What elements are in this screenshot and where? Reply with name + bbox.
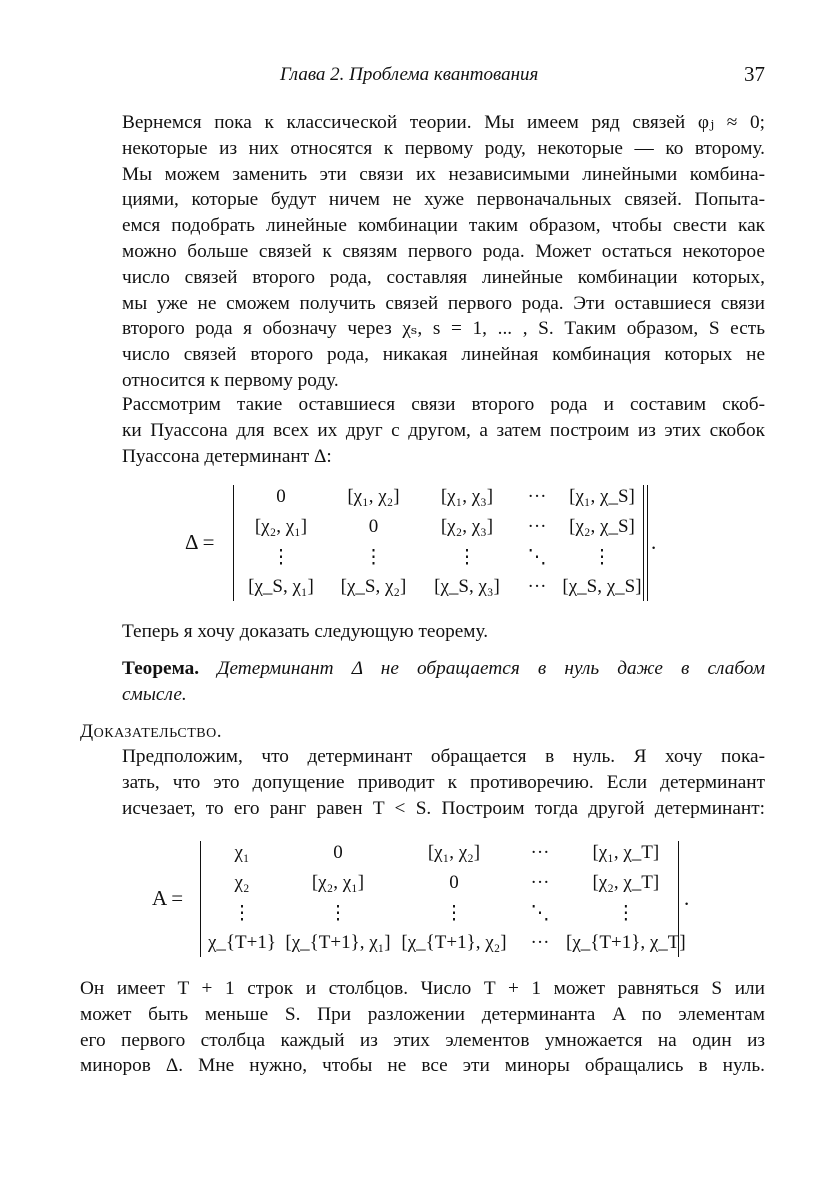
text-line: мы уже не сможем получить связей первого рода. Эти оставшиеся связи — [122, 292, 765, 314]
matrix-cell: ⋱ — [530, 902, 550, 924]
matrix-cell: [χ₁, χ_S] — [569, 486, 635, 507]
paragraph-proof — [80, 744, 765, 821]
matrix-cell: ⋮ — [616, 902, 636, 924]
text-line: ки Пуассона для всех их друг с другом, а затем построим из этих скобок — [122, 419, 765, 441]
running-head — [80, 62, 765, 92]
matrix-cell: ··· — [530, 872, 550, 893]
paragraph-rank — [80, 976, 765, 1079]
text-line: зать, что это допущение приводит к противоречию. Если детерминант — [122, 771, 765, 793]
a-equation-lhs: A = — [152, 886, 184, 910]
matrix-cell: 0 — [333, 842, 343, 863]
matrix-cell: [χ_{T+1}, χ₁] — [285, 932, 391, 953]
equation-period: . — [684, 886, 690, 910]
text-line: циями, которые будут ничем не хуже первоначальных связей. Попыта- — [122, 189, 765, 211]
matrix-cell: [χ₁, χ₂] — [347, 486, 400, 507]
matrix-row — [236, 512, 643, 542]
matrix-cell: [χ_S, χ₃] — [434, 576, 500, 597]
text-line: Теперь я хочу доказать следующую теорему. — [122, 621, 489, 642]
matrix-row — [202, 928, 686, 958]
page-number: 37 — [744, 62, 765, 86]
matrix-cell: [χ₂, χ₃] — [440, 516, 494, 537]
paragraph-classical-theory — [80, 110, 765, 394]
theorem — [80, 656, 765, 708]
matrix-cell: [χ₁, χ₂] — [427, 842, 481, 863]
determinant-right-bar — [678, 841, 679, 957]
determinant-right-bar — [643, 485, 644, 601]
proof-heading: Доказательство. — [80, 721, 223, 742]
matrix-cell: 0 — [276, 486, 286, 507]
matrix-cell: ··· — [530, 932, 550, 953]
text-line: второго рода я обозначу через χₛ, s = 1, ... , S. Таким образом, S есть — [122, 318, 765, 340]
proof-heading-block — [80, 719, 765, 745]
matrix-cell: χ₂ — [234, 872, 250, 893]
text-line: Пуассона детерминант Δ: — [122, 445, 332, 467]
delta-matrix — [236, 482, 643, 602]
text-line: емся подобрать линейные комбинации таким образом, чтобы свести как — [122, 215, 765, 237]
matrix-row — [236, 482, 643, 512]
matrix-cell: [χ₂, χ₁] — [311, 872, 365, 893]
delta-equation-lhs: Δ = — [185, 530, 215, 554]
text-line: Рассмотрим такие оставшиеся связи второго рода и составим скоб- — [122, 394, 765, 415]
text-line: исчезает, то его ранг равен T < S. Построим тогда другой детерминант: — [122, 797, 765, 819]
determinant-left-bar — [233, 485, 234, 601]
text-line: миноров Δ. Мне нужно, чтобы не все эти миноры обращались в нуль. — [80, 1055, 765, 1077]
matrix-cell: [χ_S, χ₂] — [340, 576, 407, 597]
text-line: число связей второго рода, составляя линейные комбинации которых, — [122, 266, 765, 288]
matrix-cell: [χ₂, χ₁] — [254, 516, 308, 537]
text-line: Вернемся пока к классической теории. Мы имеем ряд связей φⱼ ≈ 0; — [122, 112, 765, 133]
matrix-cell: ··· — [530, 842, 550, 863]
matrix-cell: ⋮ — [271, 546, 291, 568]
text-line: его первого столбца каждый из этих элементов умножается на один из — [80, 1029, 765, 1051]
matrix-cell: 0 — [449, 872, 459, 893]
matrix-cell: ⋮ — [444, 902, 464, 924]
matrix-cell: ⋮ — [457, 546, 477, 568]
paragraph-theorem-intro — [80, 619, 765, 645]
matrix-cell: [χ₁, χ₃] — [440, 486, 494, 507]
matrix-cell: 0 — [368, 516, 379, 537]
matrix-cell: ⋮ — [328, 902, 348, 924]
matrix-cell: ··· — [527, 486, 547, 507]
matrix-cell: [χ₂, χ_T] — [592, 872, 660, 893]
matrix-cell: χ_{T+1} — [208, 932, 276, 953]
matrix-cell: ··· — [527, 516, 547, 537]
matrix-cell: ⋮ — [232, 902, 252, 924]
matrix-cell: [χ₁, χ_T] — [592, 842, 660, 863]
text-line: Мы можем заменить эти связи их независимыми линейными комбина- — [122, 163, 765, 185]
matrix-cell: ⋮ — [592, 546, 612, 568]
matrix-cell: [χ_S, χ₁] — [248, 576, 314, 597]
theorem-statement-end: смысле. — [122, 683, 187, 705]
text-line: Он имеет T + 1 строк и столбцов. Число T + 1 может равняться S или — [80, 978, 765, 999]
theorem-heading: Теорема. — [122, 658, 200, 679]
matrix-cell: χ₁ — [234, 842, 250, 863]
matrix-cell: [χ₂, χ_S] — [569, 516, 635, 537]
equation-period: . — [651, 530, 657, 554]
matrix-row — [236, 572, 643, 602]
text-line: некоторые из них относятся к первому роду, некоторые — ко второму. — [122, 137, 765, 159]
matrix-cell: ⋮ — [364, 546, 383, 568]
paragraph-poisson-brackets — [80, 392, 765, 469]
theorem-statement: Детерминант Δ не обращается в нуль даже в слабом — [217, 658, 765, 679]
matrix-cell: ⋱ — [527, 546, 547, 568]
matrix-cell: [χ_{T+1}, χ_T] — [566, 932, 686, 953]
matrix-cell: ··· — [527, 576, 547, 597]
matrix-row — [236, 542, 643, 572]
theorem-line — [80, 656, 765, 682]
text-line: может быть меньше S. При разложении детерминанта A по элементам — [80, 1003, 765, 1025]
determinant-left-bar — [200, 841, 201, 957]
text-line: Предположим, что детерминант обращается в нуль. Я хочу пока- — [122, 746, 765, 767]
matrix-row — [202, 868, 686, 898]
running-title: Глава 2. Проблема квантования — [280, 64, 539, 85]
matrix-cell: [χ_S, χ_S] — [562, 576, 642, 597]
matrix-cell: [χ_{T+1}, χ₂] — [401, 932, 507, 953]
text-line: можно больше связей к связям первого рода. Может остаться некоторое — [122, 240, 765, 262]
a-matrix — [202, 838, 686, 958]
matrix-row — [202, 838, 686, 868]
determinant-right-bar — [647, 485, 648, 601]
text-line: относится к первому роду. — [122, 369, 339, 391]
matrix-row — [202, 898, 686, 928]
text-line: число связей второго рода, никакая линейная комбинация которых не — [122, 344, 765, 366]
